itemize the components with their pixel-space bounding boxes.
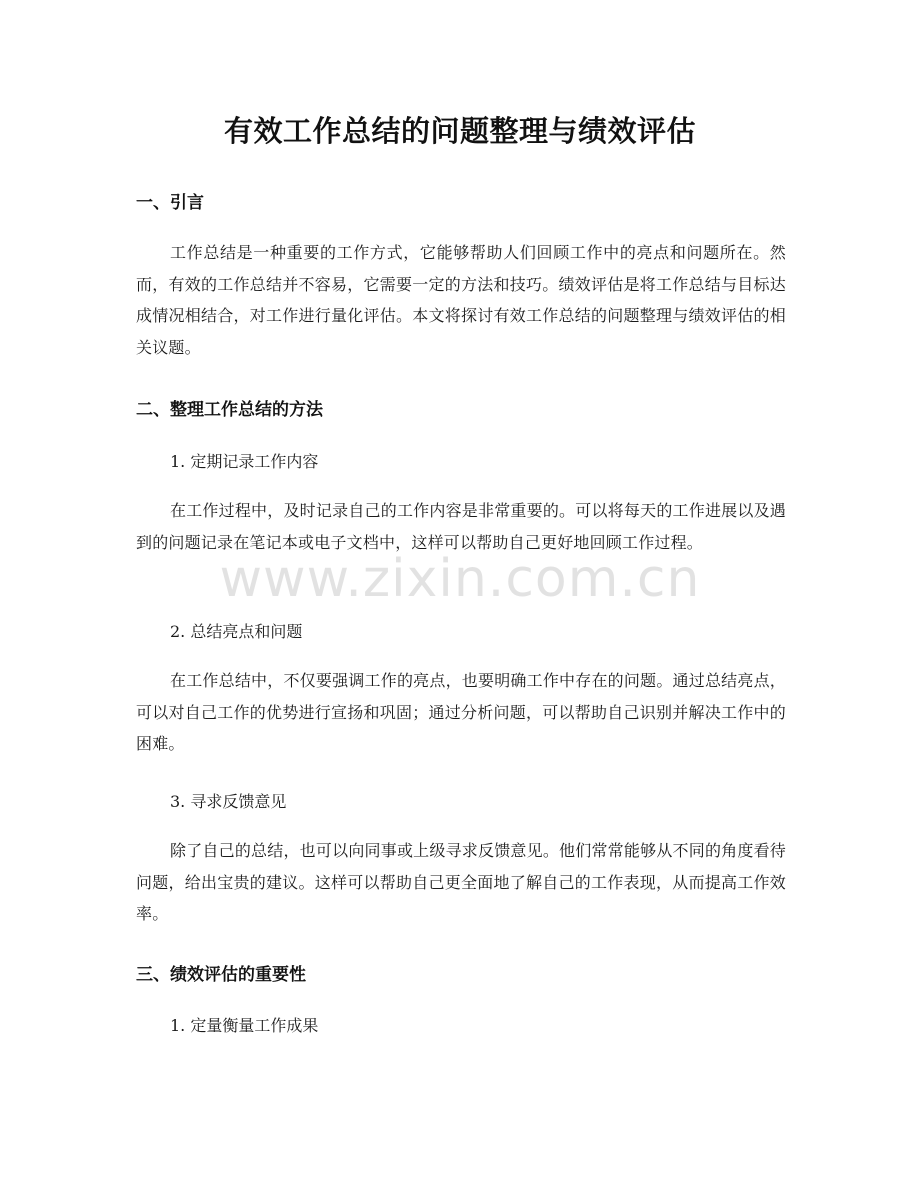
subheading-highlights-problems: 2. 总结亮点和问题 [170, 622, 303, 641]
paragraph-seek-feedback: 除了自己的总结，也可以向同事或上级寻求反馈意见。他们常常能够从不同的角度看待问题，给出宝贵的建议。这样可以帮助自己更全面地了解自己的工作表现，从而提高工作效率。 [136, 841, 786, 923]
subheading-quantify-results: 1. 定量衡量工作成果 [170, 1016, 319, 1035]
subheading-seek-feedback: 3. 寻求反馈意见 [170, 792, 287, 811]
watermark-text: www.zixin.com.cn [219, 549, 701, 609]
section-heading-introduction: 一、引言 [136, 193, 204, 213]
paragraph-highlights-problems: 在工作总结中，不仅要强调工作的亮点，也要明确工作中存在的问题。通过总结亮点，可以对自己工作的优势进行宣扬和巩固；通过分析问题，可以帮助自己识别并解决工作中的困难。 [136, 671, 786, 753]
subheading-record-work: 1. 定期记录工作内容 [170, 452, 319, 471]
paragraph-record-work: 在工作过程中，及时记录自己的工作内容是非常重要的。可以将每天的工作进展以及遇到的问题记录在笔记本或电子文档中，这样可以帮助自己更好地回顾工作过程。 [136, 501, 786, 552]
introduction-paragraph: 工作总结是一种重要的工作方式，它能够帮助人们回顾工作中的亮点和问题所在。然而，有效的工作总结并不容易，它需要一定的方法和技巧。绩效评估是将工作总结与目标达成情况相结合，对工作进行量化评估。本文将探讨有效工作总结的问题整理与绩效评估的相关议题。 [136, 243, 786, 357]
document-title: 有效工作总结的问题整理与绩效评估 [223, 114, 696, 148]
section-heading-performance: 三、绩效评估的重要性 [136, 965, 306, 985]
section-heading-methods: 二、整理工作总结的方法 [136, 400, 323, 420]
